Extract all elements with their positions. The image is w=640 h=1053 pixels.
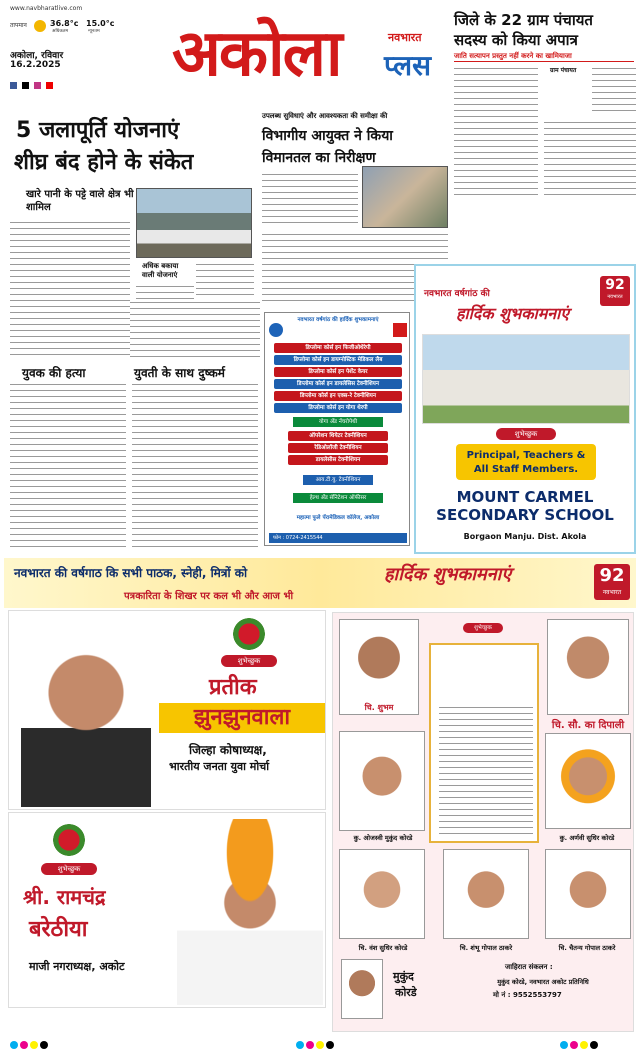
banner-line-1: नवभारत की वर्षगाठ कि सभी पाठक, स्नेही, मित्रों को xyxy=(14,566,248,580)
course-item: डायलेसीस टेक्नीशियन xyxy=(288,455,388,465)
murder-body xyxy=(10,382,126,552)
temp-min-label: न्यूनतम xyxy=(88,29,100,34)
assault-headline: युवती के साथ दुष्कर्म xyxy=(134,366,225,380)
child-photo-4 xyxy=(443,849,529,939)
rose-icon-2 xyxy=(49,823,89,857)
course-item: डिप्लोमा कोर्स इन फिजीओथेरेपी xyxy=(274,343,402,353)
course-item: डिप्लोमा कोर्स इन एक्स-रे टेक्नीशियन xyxy=(274,391,402,401)
course-list xyxy=(269,341,407,415)
school-ad xyxy=(414,264,636,554)
prateek-well-wisher: शुभेच्छुक xyxy=(221,655,277,667)
temp-max: 36.8°c xyxy=(50,19,79,28)
bride-name: चि. सौ. का दिपाली xyxy=(551,720,625,731)
banner-badge xyxy=(594,564,630,600)
school-badge xyxy=(600,276,630,306)
child-name-3: चि. वंश सुधिर कोरडे xyxy=(358,944,408,952)
prateek-role-2: भारतीय जनता युवा मोर्चा xyxy=(169,760,270,773)
school-well-wisher: शुभेच्छुक xyxy=(496,428,556,440)
greeting-banner xyxy=(4,558,636,608)
college-section-2: योगा अँड नॅचरोपेथी xyxy=(293,417,383,427)
course-item: डिप्लोमा कोर्स इन पेशेंट केयर xyxy=(274,367,402,377)
child-name-1: कु. ओजस्वी मुकुंद कोरडे xyxy=(353,834,413,842)
color-marks-left xyxy=(10,1034,50,1053)
college-logo xyxy=(269,323,283,337)
wedding-ad xyxy=(332,612,634,1032)
prateek-photo xyxy=(21,631,151,807)
x-icon[interactable] xyxy=(22,82,29,89)
city-day: अकोला, रविवार xyxy=(10,51,64,61)
child-photo-3 xyxy=(339,849,425,939)
date: 16.2.2025 xyxy=(10,60,61,70)
temp-max-label: अधिकतम xyxy=(52,29,69,34)
main-subhead: खारे पानी के पट्टे वाले क्षेत्र भी शामिल xyxy=(26,189,134,213)
color-marks-right xyxy=(560,1034,600,1053)
school-line-1: Principal, Teachers & xyxy=(466,450,586,461)
wedding-card-text xyxy=(439,705,533,835)
story-body-left xyxy=(454,66,538,198)
center-headline-2: विमानतल का निरीक्षण xyxy=(262,150,376,166)
wedding-card xyxy=(429,643,539,843)
college-badge xyxy=(393,323,407,337)
top-right-story xyxy=(452,4,638,202)
color-marks-center xyxy=(296,1034,336,1053)
prateek-name-1: प्रतीक xyxy=(209,675,257,700)
school-ad-header: नवभारत वर्षगांठ की xyxy=(424,289,490,299)
child-name-4: चि. शंभू गोपाल ठाकरे xyxy=(459,944,513,952)
temp-min: 15.0°c xyxy=(86,19,115,28)
college-section-3: आय.टी.यु. टेक्नीशियन xyxy=(303,475,373,485)
contact-mobile: मो नं : 9552553797 xyxy=(493,991,562,999)
child-photo-2 xyxy=(545,733,631,829)
story-body-right-2 xyxy=(544,120,636,198)
sponsor-name-2: कोरडे xyxy=(395,986,417,999)
college-ad-header: नवभारत वर्षगांठ की हार्दिक शुभकामनाएं xyxy=(297,317,379,323)
main-body-left xyxy=(10,220,130,358)
groom-name: चि. शुभम xyxy=(340,702,418,714)
course-item: डिप्लोमा कोर्स इन डायग्नोस्टिक मेडिकल लैब xyxy=(274,355,402,365)
sidebar-title: अधिक बकाया वाली योजनाएं xyxy=(142,262,179,279)
facebook-icon[interactable] xyxy=(10,82,17,89)
dam-photo xyxy=(136,188,252,258)
prateek-role-1: जिल्हा कोषाध्यक्ष, xyxy=(189,743,267,757)
child-photo-1 xyxy=(339,731,425,831)
brand-top: नवभारत xyxy=(388,31,422,44)
center-well-wisher: शुभेच्छुक xyxy=(463,623,503,633)
rose-icon xyxy=(229,617,269,651)
school-name-2: SECONDARY SCHOOL xyxy=(436,506,614,524)
ramchandra-ad xyxy=(8,812,326,1008)
school-line-2: All Staff Members. xyxy=(473,464,579,475)
prateek-name-2: झुनझुनवाला xyxy=(159,703,325,733)
school-address: Borgaon Manju. Dist. Akola xyxy=(463,532,587,541)
course-item: ऑपरेशन थियेटर टेक्नीशियन xyxy=(288,431,388,441)
prateek-ad xyxy=(8,610,326,810)
ramchandra-well-wisher: शुभेच्छुक xyxy=(41,863,97,875)
school-name-1: MOUNT CARMEL xyxy=(456,488,594,506)
masthead-title: अकोला xyxy=(172,17,341,91)
college-ad xyxy=(264,312,410,546)
story-headline-1: जिले के 22 ग्राम पंचायत xyxy=(454,11,593,29)
ramchandra-name-2: बरेठीया xyxy=(29,917,88,942)
sponsor-photo xyxy=(341,959,383,1019)
story-tag: ग्राम पंचायत xyxy=(550,67,577,74)
course-item: डिप्लोमा कोर्स इन योगा थेरपी xyxy=(274,403,402,413)
weather-box xyxy=(10,18,160,38)
badge-label: नवभारत xyxy=(607,294,623,300)
main-headline-2: शीघ्र बंद होने के संकेत xyxy=(14,150,194,175)
youtube-icon[interactable] xyxy=(46,82,53,89)
main-body-continued xyxy=(130,300,260,360)
story-subhead: जाति सत्यापन प्रस्तुत नहीं करने का खामियाजा xyxy=(454,52,634,62)
school-greeting: हार्दिक शुभकामनाएं xyxy=(456,304,570,323)
ramchandra-photo xyxy=(177,819,323,1005)
assault-body xyxy=(132,382,258,552)
bride-photo xyxy=(547,619,629,715)
child-photo-5 xyxy=(545,849,631,939)
banner-greeting: हार्दिक शुभकामनाएं xyxy=(384,564,512,585)
ramchandra-name-1: श्री. रामचंद्र xyxy=(23,885,106,909)
college-section-4: हेल्थ अँड सॅनिटेशन ऑफीसर xyxy=(293,493,383,503)
college-name: महात्मा फुले पॅरामेडिकल कॉलेज, अकोला xyxy=(296,515,380,521)
child-name-2: कु. अर्णवी सुधिर कोरडे xyxy=(559,834,615,842)
murder-headline: युवक की हत्या xyxy=(22,366,86,380)
website: www.navbharatlive.com xyxy=(10,5,83,12)
center-body-1 xyxy=(262,172,358,228)
contact-line: मुकुंद कोरडे, नवभारत अकोट प्रतिनिधि xyxy=(497,978,589,986)
brand-bottom: प्लस xyxy=(384,49,432,82)
banner-line-2: पत्रकारिता के शिखर पर कल भी और आज भी xyxy=(124,591,294,602)
school-photo xyxy=(422,334,630,424)
ramchandra-role: माजी नगराध्यक्ष, अकोट xyxy=(29,960,125,973)
center-headline-1: विभागीय आयुक्त ने किया xyxy=(262,128,393,144)
story-body-right xyxy=(592,66,636,116)
banner-badge-label: नवभारत xyxy=(602,589,622,596)
masthead xyxy=(8,4,432,104)
main-headline: 5 जलापूर्ति योजनाएं xyxy=(16,118,180,143)
college-phone: फोन : 0724-2415544 xyxy=(269,533,407,543)
center-kicker: उपलब्ध सुविधाएं और आवश्यकता की समीक्षा की xyxy=(262,112,388,120)
course-item: डिप्लोमा कोर्स इन डायलेसिस टेक्नीशियन xyxy=(274,379,402,389)
assault-story xyxy=(130,364,260,554)
weather-label: तापमान xyxy=(10,22,27,29)
murder-story xyxy=(8,364,128,554)
child-name-5: चि. चैतन्य गोपाल ठाकरे xyxy=(558,944,616,952)
story-headline-2: सदस्य को किया अपात्र xyxy=(454,31,578,49)
sponsor-name-1: मुकुंद xyxy=(393,970,414,983)
course-list-2 xyxy=(269,429,407,467)
instagram-icon[interactable] xyxy=(34,82,41,89)
course-item: रेडिओलॉजी टेक्नीशियन xyxy=(288,443,388,453)
sun-icon xyxy=(34,20,46,32)
groom-photo xyxy=(339,619,419,715)
banner-badge-number: 92 xyxy=(599,565,625,586)
contact-title: जाहिरात संकलन : xyxy=(505,963,553,971)
badge-number: 92 xyxy=(605,277,625,293)
inspection-photo xyxy=(362,166,448,228)
social-icons xyxy=(10,74,53,93)
